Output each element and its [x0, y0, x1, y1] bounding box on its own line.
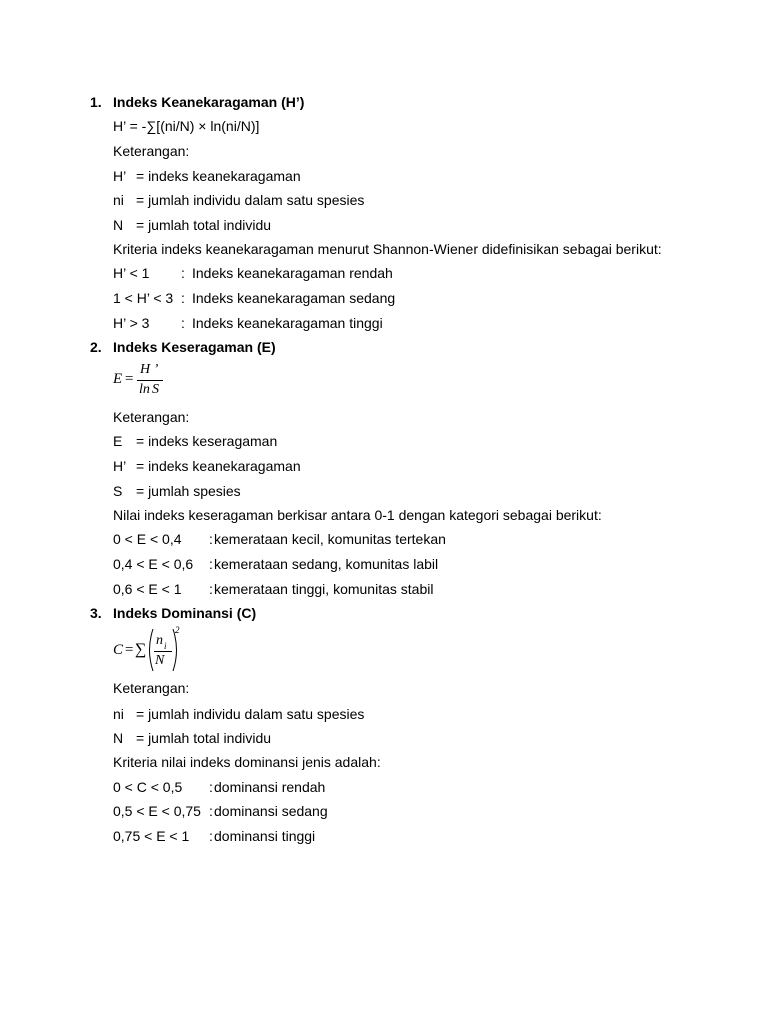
formula-denominator-var: S — [152, 382, 159, 397]
term-definition: = jumlah individu dalam satu spesies — [136, 192, 365, 208]
formula-equals: = — [124, 371, 135, 387]
criteria-colon: : — [209, 828, 213, 844]
term-definition: = jumlah total individu — [136, 730, 272, 746]
term-symbol: ni — [113, 192, 124, 208]
fraction-bar — [137, 380, 163, 381]
section-title: Indeks Dominansi (C) — [113, 605, 257, 621]
formula-numerator: n — [156, 633, 163, 648]
section-title: Indeks Keanekaragaman (H’) — [113, 94, 305, 110]
term-symbol: E — [113, 433, 123, 449]
term-symbol: H’ — [113, 168, 127, 184]
formula-numerator: H ’ — [140, 362, 159, 377]
formula-numerator-subscript: i — [164, 641, 167, 651]
criteria-colon: : — [181, 315, 185, 331]
criteria-description: dominansi tinggi — [214, 828, 316, 844]
formula-denominator: N — [155, 653, 165, 668]
formula-denominator-fn: ln — [139, 382, 150, 397]
keterangan-label: Keterangan: — [113, 143, 190, 159]
criteria-colon: : — [209, 531, 213, 547]
criteria-description: kemerataan sedang, komunitas labil — [214, 556, 439, 572]
section-number: 2. — [90, 339, 102, 355]
section-number: 1. — [90, 94, 102, 110]
section-title: Indeks Keseragaman (E) — [113, 339, 276, 355]
criteria-colon: : — [209, 779, 213, 795]
criteria-range: 0,75 < E < 1 — [113, 828, 190, 844]
criteria-range: 0,5 < E < 0,75 — [113, 803, 201, 819]
formula-lhs: C — [113, 642, 124, 658]
term-definition: = jumlah individu dalam satu spesies — [136, 706, 365, 722]
criteria-description: dominansi sedang — [214, 803, 328, 819]
criteria-colon: : — [181, 265, 185, 281]
term-symbol: H’ — [113, 458, 127, 474]
term-definition: = indeks keseragaman — [136, 433, 278, 449]
criteria-colon: : — [209, 803, 213, 819]
criteria-colon: : — [209, 556, 213, 572]
term-definition: = indeks keanekaragaman — [136, 458, 301, 474]
criteria-description: Indeks keanekaragaman tinggi — [192, 315, 383, 331]
formula-exponent: 2 — [175, 625, 180, 635]
criteria-range: 0 < E < 0,4 — [113, 531, 182, 547]
criteria-description: kemerataan tinggi, komunitas stabil — [214, 581, 434, 597]
criteria-intro: Kriteria nilai indeks dominansi jenis adalah: — [113, 754, 381, 770]
criteria-description: kemerataan kecil, komunitas tertekan — [214, 531, 446, 547]
criteria-range: H’ > 3 — [113, 315, 150, 331]
criteria-range: H’ < 1 — [113, 265, 150, 281]
criteria-range: 1 < H’ < 3 — [113, 290, 174, 306]
formula-equals: = — [124, 642, 135, 658]
term-symbol: N — [113, 217, 124, 233]
term-symbol: ni — [113, 706, 124, 722]
criteria-colon: : — [181, 290, 185, 306]
criteria-description: Indeks keanekaragaman sedang — [192, 290, 396, 306]
criteria-intro: Nilai indeks keseragaman berkisar antara 0-1 dengan kategori sebagai berikut: — [113, 507, 602, 523]
sum-symbol: ∑ — [135, 641, 147, 658]
criteria-range: 0,4 < E < 0,6 — [113, 556, 194, 572]
keterangan-label: Keterangan: — [113, 680, 190, 696]
criteria-range: 0 < C < 0,5 — [113, 779, 183, 795]
criteria-description: Indeks keanekaragaman rendah — [192, 265, 393, 281]
formula-lhs: E — [113, 371, 123, 387]
criteria-description: dominansi rendah — [214, 779, 326, 795]
term-symbol: S — [113, 483, 123, 499]
term-definition: = jumlah total individu — [136, 217, 272, 233]
term-symbol: N — [113, 730, 124, 746]
keterangan-label: Keterangan: — [113, 409, 190, 425]
formula-text: H’ = -∑[(ni/N) × ln(ni/N)] — [113, 118, 260, 134]
term-definition: = jumlah spesies — [136, 483, 241, 499]
criteria-intro: Kriteria indeks keanekaragaman menurut Shannon-Wiener didefinisikan sebagai berikut: — [113, 241, 662, 257]
term-definition: = indeks keanekaragaman — [136, 168, 301, 184]
criteria-colon: : — [209, 581, 213, 597]
criteria-range: 0,6 < E < 1 — [113, 581, 182, 597]
fraction-bar — [154, 651, 172, 652]
section-number: 3. — [90, 605, 102, 621]
